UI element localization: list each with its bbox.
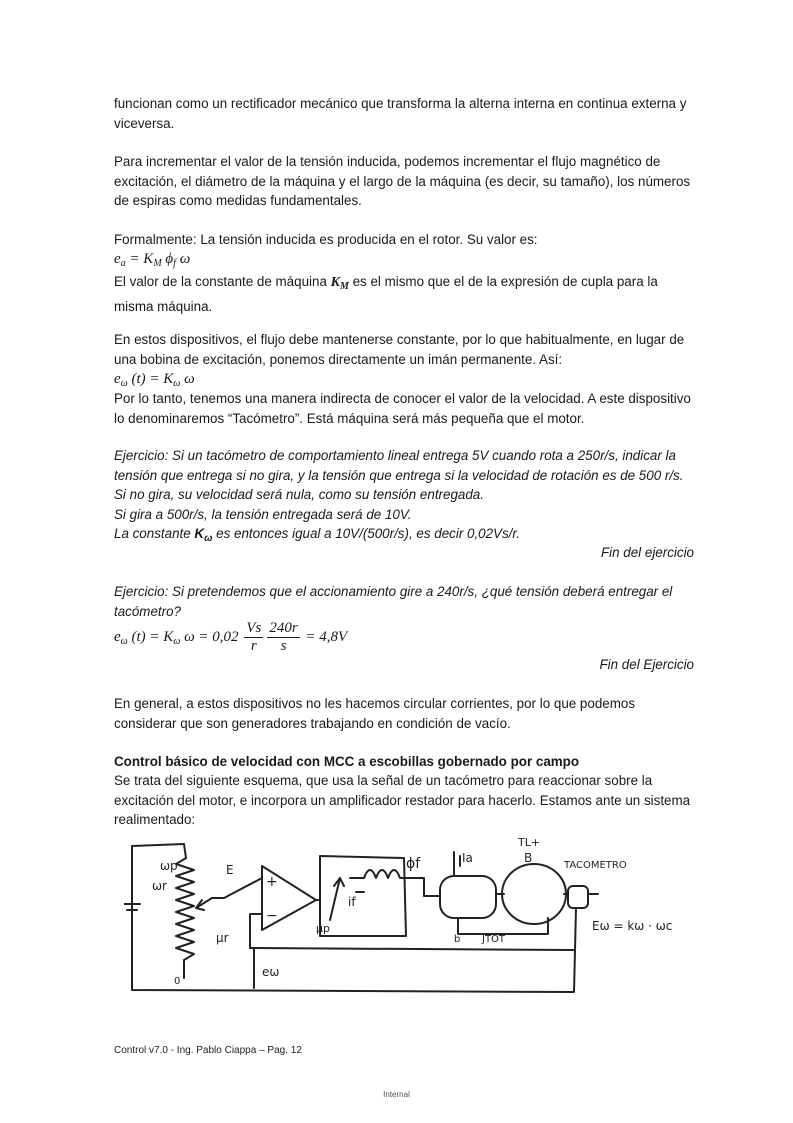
exercise1-line2: Si no gira, su velocidad será nula, como su tensión entregada. bbox=[114, 487, 484, 502]
motor-body bbox=[440, 876, 496, 918]
diagram-wire-coil bbox=[350, 878, 424, 896]
wiper-arrow bbox=[196, 898, 212, 910]
diagram-wire-left bbox=[132, 846, 576, 992]
diagram-wire-plus bbox=[212, 878, 262, 898]
label-ur: μr bbox=[216, 931, 229, 945]
label-if: if bbox=[348, 895, 356, 909]
label-phi: ϕf bbox=[406, 856, 421, 872]
jtot-bracket bbox=[458, 918, 548, 934]
label-ew: eω bbox=[262, 965, 280, 979]
exciter-block bbox=[320, 856, 406, 936]
page-footer: Control v7.0 - Ing. Pablo Ciappa – Pag. 12 bbox=[114, 1045, 302, 1056]
field-coil-symbol bbox=[364, 870, 400, 878]
label-e: E bbox=[226, 863, 234, 877]
label-wp: ωp bbox=[160, 859, 178, 873]
paragraph-section-body: Se trata del siguiente esquema, que usa la señal de un tacómetro para reaccionar sobre la excitación del motor, e incorpora un amplificador restador para hacerlo. Estamos ante un sistema realimentado: bbox=[114, 773, 691, 827]
diagram-wire-ia bbox=[454, 852, 460, 876]
label-b: B bbox=[524, 851, 533, 865]
paragraph-general: En general, a estos dispositivos no les hacemos circular corrientes, por lo que podemos considerar que son generadores trabajando en condición de vacío. bbox=[114, 696, 636, 731]
diagram-wire-minus bbox=[250, 914, 574, 950]
label-up: μp bbox=[316, 922, 330, 935]
control-diagram bbox=[124, 838, 684, 998]
label-tacometro: TACOMETRO bbox=[564, 860, 627, 871]
label-tl: TL+ bbox=[518, 838, 541, 849]
label-b2: b bbox=[454, 934, 461, 945]
label-plus: + bbox=[266, 874, 278, 890]
section-title: Control básico de velocidad con MCC a escobillas gobernado por campo bbox=[114, 754, 580, 769]
label-ia: Ia bbox=[462, 851, 473, 865]
load-body bbox=[502, 864, 566, 924]
exercise2-statement: Ejercicio: Si pretendemos que el accionamiento gire a 240r/s, ¿qué tensión deberá entregar el tacómetro? bbox=[114, 584, 673, 619]
exercise1-line4: La constante $K_\omega$ es entonces igual a 10V/(500r/s), es decir 0,02Vs/r. bbox=[114, 526, 521, 544]
paragraph-therefore: Por lo tanto, tenemos una manera indirecta de conocer el valor de la velocidad. A este dispositivo lo denominaremos “Tacómetro”. Está máquina será más pequeña que el motor. bbox=[114, 391, 691, 426]
paragraph-intro: funcionan como un rectificador mecánico que transforma la alterna interna en continua externa y viceversa. bbox=[114, 96, 687, 131]
exercise1-end: Fin del ejercicio bbox=[600, 545, 694, 560]
diagram-wire-top bbox=[132, 844, 184, 846]
paragraph-devices: En estos dispositivos, el flujo debe mantenerse constante, por lo que habitualmente, en lugar de una bobina de excitación, ponemos directamente un imán permanente. Así: bbox=[114, 332, 685, 367]
equation-ea: $e_a = K_M$ $\phi_f$ ω bbox=[114, 251, 191, 269]
exercise2-end: Fin del Ejercicio bbox=[599, 657, 694, 672]
label-ew-eq: Eω = kω · ωc bbox=[592, 919, 673, 933]
tacometer-body bbox=[568, 886, 588, 908]
exercise1-statement: Ejercicio: Si un tacómetro de comportamiento lineal entrega 5V cuando rota a 250r/s, indicar la tensión que entrega si no gira, y la tensión que entrega si la velocidad de rotación es de 500 r/s. bbox=[114, 448, 684, 483]
paragraph-constant: El valor de la constante de máquina $K_M$ es el mismo que el de la expresión de cupla para la misma máquina. bbox=[114, 274, 658, 314]
paragraph-increase: Para incrementar el valor de la tensión inducida, podemos incrementar el flujo magnético de excitación, el diámetro de la máquina y el largo de la máquina (es decir, su tamaño), los números de espiras como medidas fundamentales. bbox=[114, 154, 691, 208]
label-minus: − bbox=[266, 908, 278, 924]
label-wr: ωr bbox=[152, 879, 167, 893]
potentiometer-symbol bbox=[176, 844, 194, 978]
exciter-arrow bbox=[330, 878, 344, 920]
label-jtot: JTOT bbox=[482, 934, 506, 945]
classification-label: Internal bbox=[383, 1090, 410, 1099]
equation-ew: $e_\omega$ $(t) = K_\omega$ ω bbox=[114, 371, 195, 389]
paragraph-formal: Formalmente: La tensión inducida es producida en el rotor. Su valor es: bbox=[114, 232, 538, 247]
exercise1-line3: Si gira a 500r/s, la tensión entregada será de 10V. bbox=[114, 507, 412, 522]
label-zero: 0 bbox=[174, 976, 181, 987]
equation-exercise2: $e_\omega$ $(t) = K_\omega$ ω = 0,02 $\frac{Vs}{r}$ $\frac{240r}{s}$ = 4,8V bbox=[114, 620, 348, 654]
